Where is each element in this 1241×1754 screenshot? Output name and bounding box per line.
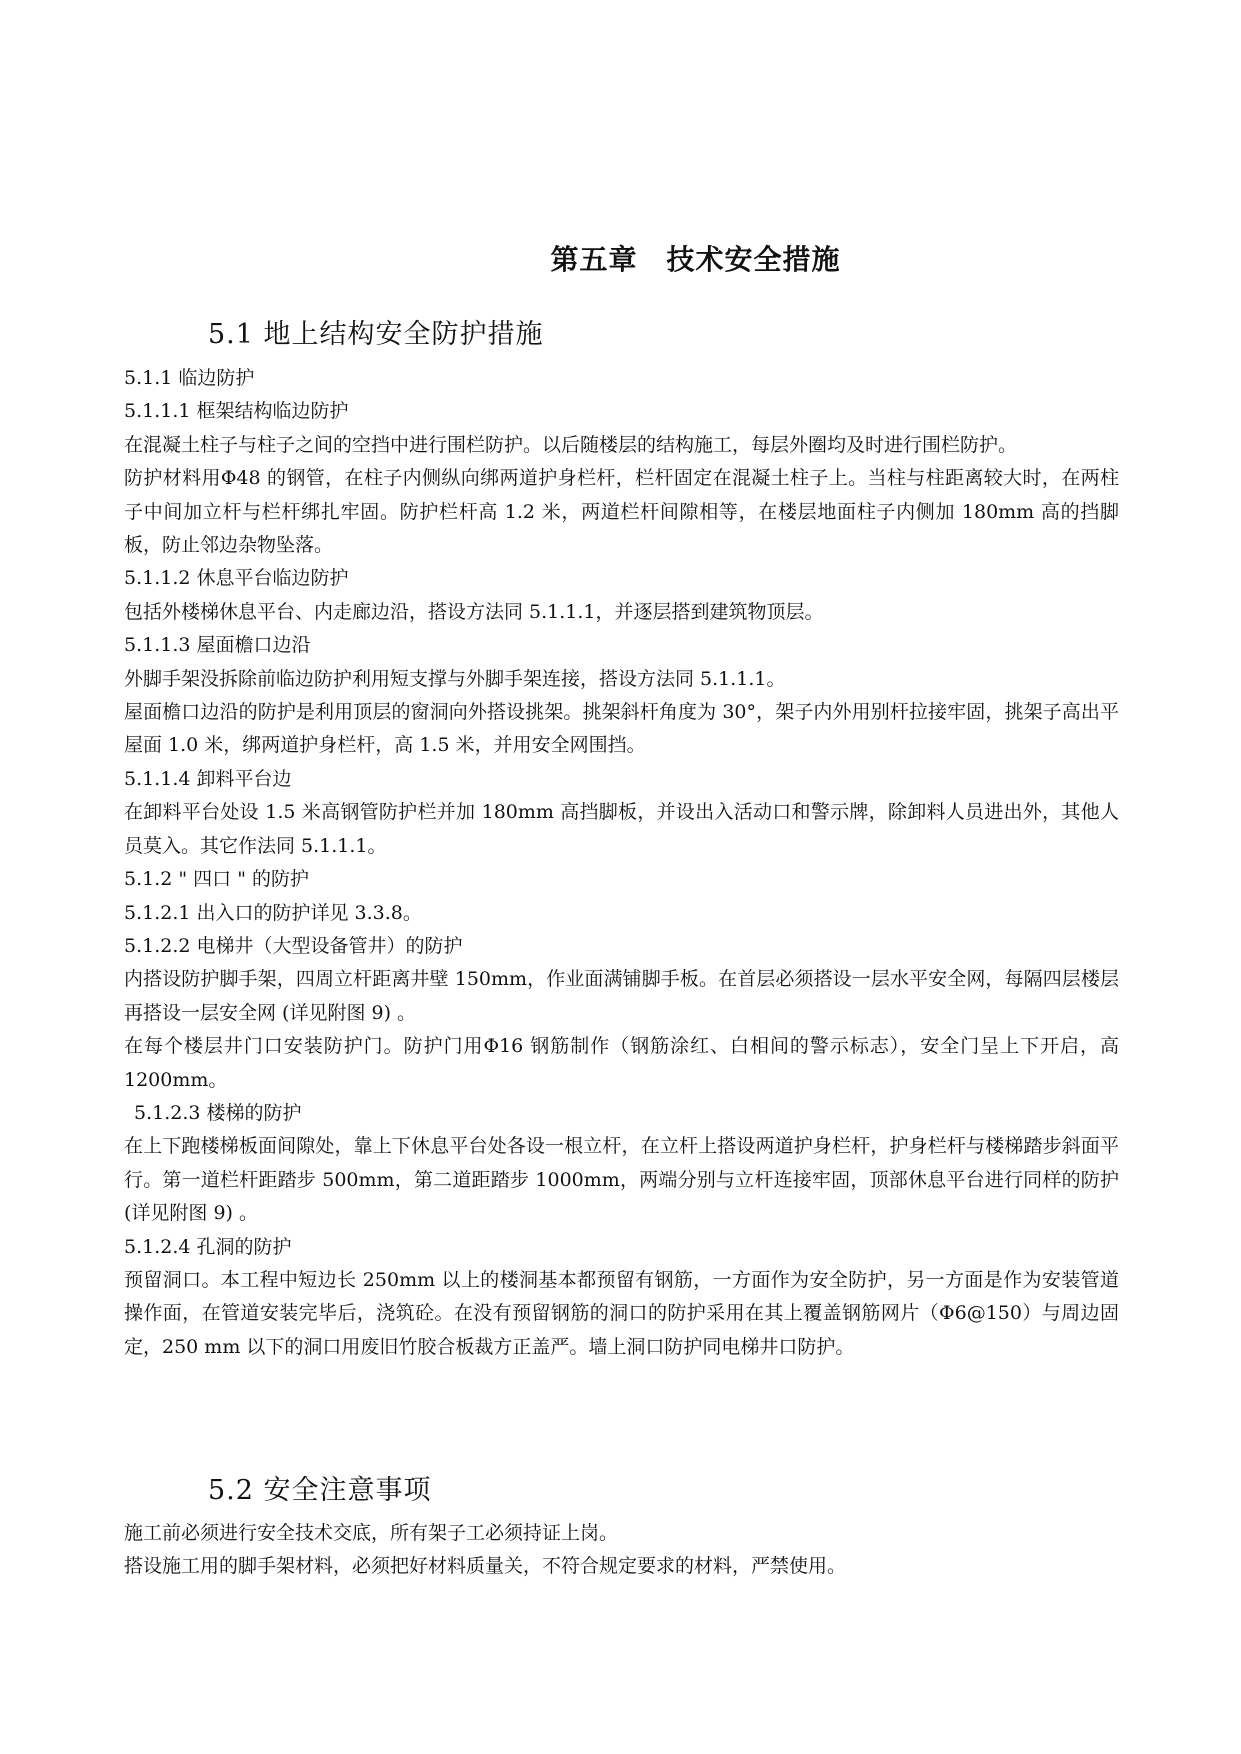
paragraph: 屋面檐口边沿的防护是利用顶层的窗洞向外搭设挑架。挑架斜杆角度为 30°，架子内外用别杆拉接牢固，挑架子高出平屋面 1.0 米，绑两道护身栏杆，高 1.5 米，并用安全网围挡。 xyxy=(124,701,1119,757)
paragraph: 内搭设防护脚手架，四周立杆距离井壁 150mm，作业面满铺脚手板。在首层必须搭设一层水平安全网，每隔四层楼层再搭设一层安全网 (详见附图 9) 。 xyxy=(124,968,1119,1024)
subsection-heading: 5.1.2 " 四口 " 的防护 xyxy=(124,868,309,891)
subsection-heading: 5.1.2.2 电梯井（大型设备管井）的防护 xyxy=(124,934,463,957)
subsection-heading: 5.1.1 临边防护 xyxy=(124,367,255,389)
paragraph: 在每个楼层井门口安装防护门。防护门用Φ16 钢筋制作（钢筋涂红、白相间的警示标志），安全门呈上下开启，高 1200mm。 xyxy=(124,1035,1119,1091)
subsection-heading: 5.1.1.4 卸料平台边 xyxy=(124,767,292,790)
section-heading-5-1: 5.1 地上结构安全防护措施 xyxy=(208,319,544,350)
subsection-heading: 5.1.2.4 孔洞的防护 xyxy=(124,1235,292,1258)
section-heading-5-2: 5.2 安全注意事项 xyxy=(208,1475,432,1506)
paragraph: 在混凝土柱子与柱子之间的空挡中进行围栏防护。以后随楼层的结构施工，每层外圈均及时进行围栏防护。 xyxy=(124,433,1018,456)
subsection-heading: 5.1.1.3 屋面檐口边沿 xyxy=(124,634,311,657)
paragraph: 预留洞口。本工程中短边长 250mm 以上的楼洞基本都预留有钢筋，一方面作为安全防护，另一方面是作为安装管道操作面，在管道安装完毕后，浇筑砼。在没有预留钢筋的洞口的防护采用在其上覆盖钢筋网片（Φ6@150）与周边固定，250 mm 以下的洞口用废旧竹胶合板裁方正盖严。墙上洞口防护同电梯井口防护。 xyxy=(124,1268,1119,1358)
paragraph: 施工前必须进行安全技术交底，所有架子工必须持证上岗。 xyxy=(124,1522,619,1544)
paragraph: 在卸料平台处设 1.5 米高钢管防护栏并加 180mm 高挡脚板，并设出入活动口和警示牌，除卸料人员进出外，其他人员莫入。其它作法同 5.1.1.1。 xyxy=(124,801,1119,857)
section-5-2-body xyxy=(124,1517,1119,1584)
paragraph: 防护材料用Φ48 的钢管，在柱子内侧纵向绑两道护身栏杆，栏杆固定在混凝土柱子上。当柱与柱距离较大时，在两柱子中间加立杆与栏杆绑扎牢固。防护栏杆高 1.2 米，两道栏杆间隙相等，在楼层地面柱子内侧加 180mm 高的挡脚板，防止邻边杂物坠落。 xyxy=(124,467,1119,557)
chapter-title: 第五章 技术安全措施 xyxy=(550,243,841,276)
subsection-heading: 5.1.1.1 框架结构临边防护 xyxy=(124,400,349,423)
paragraph: 5.1.2.1 出入口的防护详见 3.3.8。 xyxy=(124,901,422,924)
section-5-1-body xyxy=(124,362,1119,1364)
paragraph: 外脚手架没拆除前临边防护利用短支撑与外脚手架连接，搭设方法同 5.1.1.1。 xyxy=(124,667,786,690)
subsection-heading: 5.1.1.2 休息平台临边防护 xyxy=(124,567,349,590)
paragraph: 搭设施工用的脚手架材料，必须把好材料质量关，不符合规定要求的材料，严禁使用。 xyxy=(124,1555,847,1578)
paragraph: 包括外楼梯休息平台、内走廊边沿，搭设方法同 5.1.1.1，并逐层搭到建筑物顶层。 xyxy=(124,600,824,623)
paragraph: 在上下跑楼梯板面间隙处，靠上下休息平台处各设一根立杆，在立杆上搭设两道护身栏杆，护身栏杆与楼梯踏步斜面平行。第一道栏杆距踏步 500mm，第二道距踏步 1000mm，两端分别与立杆连接牢固，顶部休息平台进行同样的防护(详见附图 9) 。 xyxy=(124,1135,1119,1225)
subsection-heading: 5.1.2.3 楼梯的防护 xyxy=(134,1101,302,1124)
